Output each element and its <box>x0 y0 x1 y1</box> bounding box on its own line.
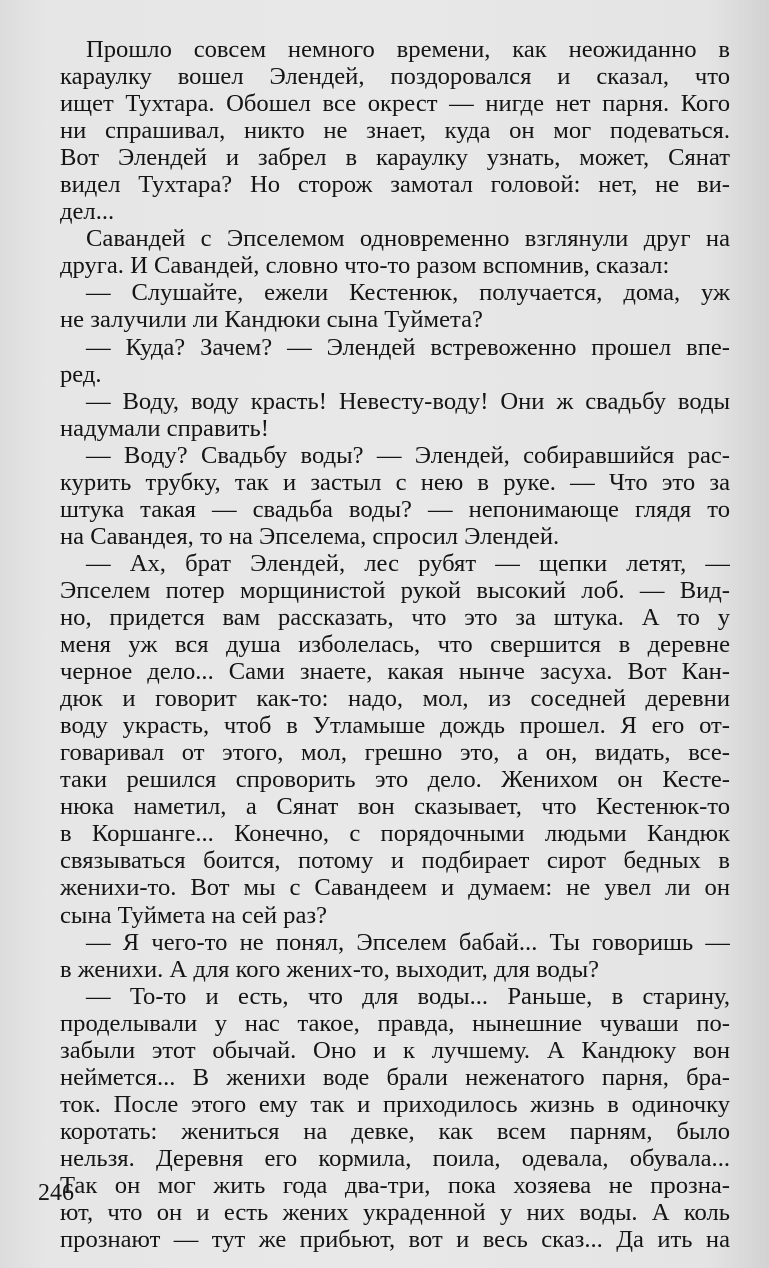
text-line: ред. <box>60 360 102 388</box>
text-line: видел Тухтара? Но сторож замотал головой: нет, не ви- <box>60 171 730 199</box>
text-line: дюк и говорит как-то: надо, мол, из соседней деревни <box>60 685 730 713</box>
text-line: женихи-то. Вот мы с Савандеем и думаем: не увел ли он <box>60 874 730 902</box>
text-line: Эпселем потер морщинистой рукой высокий лоб. — Вид- <box>60 576 730 604</box>
text-line: забыли этот обычай. Оно и к лучшему. А Кандюку вон <box>60 1036 730 1064</box>
text-line: — Я чего-то не понял, Эпселем бабай... Ты говоришь — <box>86 928 730 956</box>
text-line: ищет Тухтара. Обошел все окрест — нигде нет парня. Кого <box>60 90 730 118</box>
text-line: Прошло совсем немного времени, как неожиданно в <box>86 36 730 63</box>
text-line: — Ах, брат Элендей, лес рубят — щепки летят, — <box>86 549 730 577</box>
text-line: не залучили ли Кандюки сына Туймета? <box>60 306 483 334</box>
text-line: Вот Элендей и забрел в караулку узнать, может, Сянат <box>60 144 730 172</box>
text-line: дел... <box>60 198 115 226</box>
text-line: Савандей с Эпселемом одновременно взглянули друг на <box>86 225 730 253</box>
text-line: меня уж вся душа изболелась, что свершится в деревне <box>60 631 730 659</box>
text-line: воду украсть, чтоб в Утламыше дождь прошел. Я его от- <box>60 712 730 740</box>
text-line: ни спрашивал, никто не знает, куда он мог подеваться. <box>60 117 730 145</box>
text-line: ток. После этого ему так и приходилось жизнь в одиночку <box>60 1090 730 1118</box>
text-line: друга. И Савандей, словно что-то разом вспомнив, сказал: <box>60 252 670 280</box>
text-line: неймется... В женихи воде брали неженатого парня, бра- <box>60 1063 730 1091</box>
text-line: курить трубку, так и застыл с нею в руке. — Что это за <box>60 468 730 496</box>
text-line: прознают — тут же прибьют, вот и весь сказ... Да ить на <box>60 1226 730 1254</box>
text-line: нюка наметил, а Сянат вон сказывает, что Кестенюк-то <box>60 793 730 821</box>
text-line: таки решился спроворить это дело. Женихом он Кесте- <box>60 766 730 794</box>
text-line: Так он мог жить года два-три, пока хозяева не прозна- <box>60 1171 730 1199</box>
text-line: коротать: жениться на девке, как всем парням, было <box>60 1117 730 1145</box>
text-line: но, придется вам рассказать, что это за штука. А то у <box>60 603 730 631</box>
text-line: черное дело... Сами знаете, какая нынче засуха. Вот Кан- <box>60 658 730 686</box>
text-line: в Коршанге... Конечно, с порядочными людьми Кандюк <box>60 820 730 848</box>
page-number: 246 <box>38 1180 74 1206</box>
text-line: говаривал от этого, мол, грешно это, а он, видать, все- <box>60 739 730 767</box>
text-line: — То-то и есть, что для воды... Раньше, в старину, <box>86 982 730 1010</box>
text-line: на Савандея, то на Эпселема, спросил Элендей. <box>60 522 560 550</box>
text-line: надумали справить! <box>60 414 269 442</box>
text-line: — Куда? Зачем? — Элендей встревоженно прошел впе- <box>86 333 730 361</box>
text-line: сына Туймета на сей раз? <box>60 901 328 929</box>
text-line: — Воду? Свадьбу воды? — Элендей, собиравшийся рас- <box>86 441 730 469</box>
text-line: связываться боится, потому и подбирает сирот бедных в <box>60 847 730 875</box>
text-line: штука такая — свадьба воды? — непонимающе глядя то <box>60 495 730 523</box>
text-line: — Слушайте, ежели Кестенюк, получается, дома, уж <box>86 279 730 307</box>
text-line: караулку вошел Элендей, поздоровался и сказал, что <box>60 63 730 91</box>
text-line: ют, что он и есть жених украденной у них воды. А коль <box>60 1199 730 1227</box>
text-line: в женихи. А для кого жених-то, выходит, для воды? <box>60 955 600 983</box>
body-text <box>60 36 730 1253</box>
text-line: — Воду, воду красть! Невесту-воду! Они ж свадьбу воды <box>86 387 730 415</box>
text-line: нельзя. Деревня его кормила, поила, одевала, обувала... <box>60 1144 730 1172</box>
text-line: проделывали у нас такое, правда, нынешние чуваши по- <box>60 1009 730 1037</box>
